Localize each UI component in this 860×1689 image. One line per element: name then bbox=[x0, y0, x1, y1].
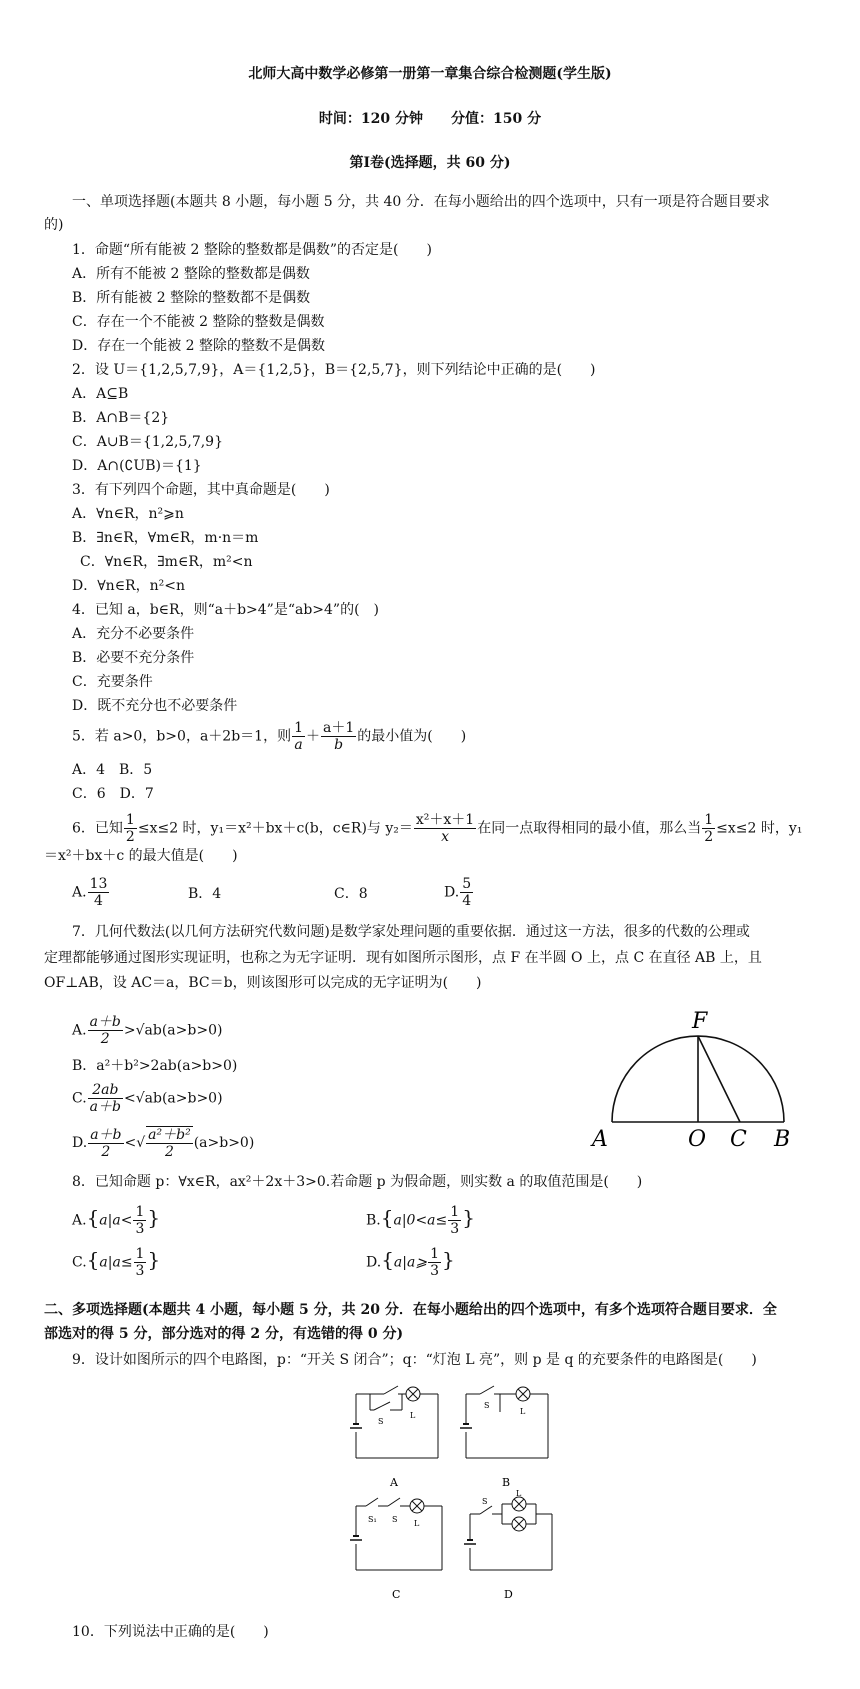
label-a: A bbox=[592, 1127, 608, 1152]
q6-option-d bbox=[444, 876, 474, 909]
q8-c-set: a|a≤ bbox=[99, 1254, 133, 1271]
q7-c-den: a＋b bbox=[89, 1099, 121, 1115]
section2-instructions: 二、多项选择题(本题共 4 小题，每小题 5 分，共 20 分．在每小题给出的四个选项中，有多个选项符合题目要求．全 bbox=[44, 1302, 777, 1318]
lamp-label: L bbox=[410, 1411, 416, 1420]
lamp-label: L bbox=[414, 1519, 420, 1528]
circuit-diagram-b bbox=[460, 1382, 556, 1490]
q8-b-set: a|0<a≤ bbox=[393, 1212, 448, 1229]
q6-text-4: ≤x≤2 时，y₁ bbox=[716, 820, 803, 837]
q8-d-label: D. bbox=[366, 1254, 382, 1271]
q8-a-den: 3 bbox=[135, 1221, 145, 1237]
q7-d-root-num: a²＋b² bbox=[148, 1127, 191, 1143]
q8-stem: 8．已知命题 p：∀x∈R，ax²＋2x＋3>0.若命题 p 为假命题，则实数 a 的取值范围是( ) bbox=[72, 1174, 643, 1190]
q3-option-d: D．∀n∈R，n²<n bbox=[72, 578, 185, 594]
q8-a-set: a|a< bbox=[99, 1212, 133, 1229]
q6-stem-line1 bbox=[72, 812, 802, 845]
parallel-switch bbox=[384, 1386, 398, 1394]
label-c: C bbox=[730, 1127, 747, 1152]
time-score-info: 时间：120 分钟 分值：150 分 bbox=[318, 111, 542, 127]
q8-c-den: 3 bbox=[135, 1263, 145, 1279]
q6-stem-line2: ＝x²＋bx＋c 的最大值是( ) bbox=[44, 848, 238, 864]
q5-frac2-den: b bbox=[334, 737, 344, 753]
q8-a-fraction bbox=[133, 1204, 146, 1237]
switch-s bbox=[480, 1386, 494, 1394]
q6-text-2: ≤x≤2 时，y₁＝x²＋bx＋c(b，c∈R)与 y₂＝ bbox=[137, 820, 413, 837]
q3-option-c: C．∀n∈R，∃m∈R，m²<n bbox=[80, 554, 253, 570]
q7-option-c bbox=[72, 1082, 223, 1115]
q3-option-b: B．∃n∈R，∀m∈R，m·n＝m bbox=[72, 530, 259, 546]
q7-stem-line2: 定理都能够通过图形实现证明，也称之为无字证明．现有如图所示图形，点 F 在半圆 O 上，点 C 在直径 AB 上，且 bbox=[44, 950, 762, 966]
q8-b-den: 3 bbox=[450, 1221, 460, 1237]
q1-stem: 1．命题“所有能被 2 整除的整数都是偶数”的否定是( ) bbox=[72, 242, 432, 258]
q8-option-d: D.{a|a⩾ $\frac{1}{3}$ } bbox=[366, 1246, 455, 1279]
q6-half-2 bbox=[702, 812, 715, 845]
q7-stem-line1: 7．几何代数法(以几何方法研究代数问题)是数学家处理问题的重要依据．通过这一方法，很多的代数的公理或 bbox=[72, 924, 750, 940]
q7-c-fraction bbox=[88, 1082, 123, 1115]
switch-s bbox=[388, 1498, 400, 1506]
q4-option-b: B．必要不充分条件 bbox=[72, 650, 195, 666]
label-b: B bbox=[774, 1127, 791, 1152]
q7-d-root-fraction bbox=[146, 1126, 193, 1160]
q6-y2-den: x bbox=[441, 829, 449, 845]
q6-y2-fraction bbox=[414, 812, 476, 845]
q8-option-a: A.{a|a< $\frac{1}{3}$ } bbox=[72, 1204, 161, 1237]
semicircle-figure bbox=[588, 998, 808, 1158]
q5-stem-post: 的最小值为( ) bbox=[357, 728, 467, 745]
q7-c-num: 2ab bbox=[88, 1082, 123, 1099]
q8-a-num: 1 bbox=[135, 1204, 145, 1220]
circuit-diagram-a bbox=[350, 1382, 446, 1490]
q8-c-num: 1 bbox=[135, 1246, 145, 1262]
q7-option-b: B．a²＋b²>2ab(a>b>0) bbox=[72, 1058, 238, 1074]
label-f: F bbox=[692, 1009, 708, 1034]
switch-label: S bbox=[482, 1497, 488, 1506]
circuit-diagram-d bbox=[464, 1490, 560, 1602]
q6-half2-den: 2 bbox=[704, 829, 714, 845]
circuit-label-d: D bbox=[504, 1588, 513, 1601]
q6-option-c: C．8 bbox=[334, 886, 368, 902]
switch-label: S bbox=[392, 1515, 398, 1524]
label-o: O bbox=[688, 1127, 707, 1152]
q8-b-label: B. bbox=[366, 1212, 381, 1229]
q6-y2-num: x²＋x＋1 bbox=[415, 812, 475, 828]
q6-half-den: 2 bbox=[125, 829, 135, 845]
q7-a-post: >√ab(a>b>0) bbox=[123, 1022, 223, 1039]
section2-instructions-cont: 部选对的得 5 分，部分选对的得 2 分，有选错的得 0 分) bbox=[44, 1326, 404, 1342]
q8-b-num: 1 bbox=[450, 1204, 460, 1220]
q8-b-fraction bbox=[448, 1204, 461, 1237]
q4-option-c: C．充要条件 bbox=[72, 674, 153, 690]
section1-instructions: 一、单项选择题(本题共 8 小题，每小题 5 分，共 40 分．在每小题给出的四个选项中，只有一项是符合题目要求 bbox=[72, 194, 770, 210]
q5-frac1-den: a bbox=[294, 737, 303, 753]
q3-stem: 3．有下列四个命题，其中真命题是( ) bbox=[72, 482, 330, 498]
q7-d-num: a＋b bbox=[90, 1126, 122, 1143]
switch-s1 bbox=[366, 1498, 378, 1506]
q8-d-den: 3 bbox=[430, 1263, 439, 1279]
q7-option-a bbox=[72, 1014, 222, 1047]
q8-d-set: a|a⩾ bbox=[393, 1254, 428, 1271]
q5-frac1-num: 1 bbox=[294, 720, 303, 736]
q10-stem: 10．下列说法中正确的是( ) bbox=[72, 1624, 269, 1640]
q7-d-fraction bbox=[88, 1127, 123, 1160]
q6-d-fraction bbox=[460, 876, 473, 909]
q7-a-num: a＋b bbox=[89, 1014, 121, 1030]
q6-a-den: 4 bbox=[94, 893, 103, 909]
q6-a-label: A. bbox=[72, 884, 87, 901]
q7-d-root-den: 2 bbox=[164, 1144, 174, 1160]
q6-option-a bbox=[72, 876, 110, 909]
circuit-label-c: C bbox=[392, 1588, 401, 1601]
q5-stem bbox=[72, 720, 466, 753]
q6-half-1 bbox=[124, 812, 137, 845]
q6-d-num: 5 bbox=[462, 876, 472, 892]
q5-fraction-1 bbox=[292, 720, 305, 753]
q2-option-a: A．A⊆B bbox=[72, 386, 129, 402]
q7-c-label: C. bbox=[72, 1090, 87, 1107]
q4-stem: 4．已知 a，b∈R，则“a＋b>4”是“ab>4”的( ) bbox=[72, 602, 380, 618]
q9-stem: 9．设计如图所示的四个电路图，p：“开关 S 闭合”；q：“灯泡 L 亮”，则 p 是 q 的充要条件的电路图是( ) bbox=[72, 1352, 757, 1368]
q7-a-fraction bbox=[88, 1014, 123, 1047]
q1-option-b: B．所有能被 2 整除的整数都不是偶数 bbox=[72, 290, 311, 306]
circuit-label-b: B bbox=[502, 1476, 511, 1489]
q6-d-label: D. bbox=[444, 884, 460, 901]
q8-option-c: C.{a|a≤ $\frac{1}{3}$ } bbox=[72, 1246, 161, 1279]
lamp-label: L bbox=[520, 1407, 526, 1416]
q8-c-label: C. bbox=[72, 1254, 87, 1271]
q5-frac2-num: a＋1 bbox=[323, 720, 355, 736]
q5-fraction-2 bbox=[321, 720, 356, 753]
q8-a-label: A. bbox=[72, 1212, 87, 1229]
q1-option-d: D．存在一个能被 2 整除的整数不是偶数 bbox=[72, 338, 326, 354]
q8-c-fraction bbox=[134, 1246, 147, 1279]
q6-half-num: 1 bbox=[125, 812, 135, 828]
q7-c-post: <√ab(a>b>0) bbox=[123, 1090, 223, 1107]
switch-label: S bbox=[484, 1401, 490, 1410]
q2-option-c: C．A∪B＝{1,2,5,7,9} bbox=[72, 434, 223, 450]
q5-options-ab: A．4 B．5 bbox=[72, 762, 153, 778]
q5-options-cd: C．6 D．7 bbox=[72, 786, 154, 802]
q5-plus: ＋ bbox=[306, 728, 320, 745]
document-title: 北师大高中数学必修第一册第一章集合综合检测题(学生版) bbox=[248, 66, 612, 82]
switch-label: S bbox=[378, 1417, 384, 1426]
q4-option-a: A．充分不必要条件 bbox=[72, 626, 195, 642]
q7-d-post: (a>b>0) bbox=[193, 1135, 255, 1151]
q7-d-den: 2 bbox=[101, 1143, 111, 1160]
section1-instructions-cont: 的) bbox=[44, 217, 64, 233]
q6-option-b: B．4 bbox=[188, 886, 222, 902]
q6-text-3: 在同一点取得相同的最小值，那么当 bbox=[477, 820, 702, 837]
q7-a-den: 2 bbox=[100, 1031, 110, 1047]
switch1-label: S₁ bbox=[368, 1515, 377, 1524]
q8-d-num: 1 bbox=[430, 1246, 439, 1262]
q7-d-label: D. bbox=[72, 1135, 88, 1151]
q4-option-d: D．既不充分也不必要条件 bbox=[72, 698, 238, 714]
q6-d-den: 4 bbox=[462, 893, 472, 909]
q7-stem-line3: OF⊥AB，设 AC＝a，BC＝b，则该图形可以完成的无字证明为( ) bbox=[44, 975, 482, 991]
q6-a-num: 13 bbox=[89, 876, 108, 892]
switch-s bbox=[374, 1402, 390, 1410]
q8-option-b: B.{a|0<a≤ $\frac{1}{3}$ } bbox=[366, 1204, 475, 1237]
q7-d-mid: <√ bbox=[124, 1135, 146, 1151]
q7-option-d bbox=[72, 1126, 254, 1160]
q2-stem: 2．设 U＝{1,2,5,7,9}，A＝{1,2,5}，B＝{2,5,7}，则下列结论中正确的是( ) bbox=[72, 362, 596, 378]
q5-stem-pre: 5．若 a>0，b>0，a＋2b＝1，则 bbox=[72, 728, 292, 745]
q3-option-a: A．∀n∈R，n²⩾n bbox=[72, 506, 184, 522]
part-title: 第Ⅰ卷(选择题，共 60 分) bbox=[349, 155, 511, 171]
circuit-diagram-c bbox=[350, 1494, 450, 1602]
q6-a-fraction bbox=[88, 876, 110, 909]
switch-s bbox=[480, 1506, 492, 1514]
q8-d-fraction bbox=[428, 1246, 441, 1279]
q2-option-d: D．A∩(∁UB)＝{1} bbox=[72, 458, 202, 474]
q1-option-c: C．存在一个不能被 2 整除的整数是偶数 bbox=[72, 314, 325, 330]
q7-a-label: A. bbox=[72, 1022, 87, 1039]
q2-option-b: B．A∩B＝{2} bbox=[72, 410, 170, 426]
lamp-label: L bbox=[516, 1490, 522, 1498]
q6-half2-num: 1 bbox=[704, 812, 714, 828]
q6-text-1: 6．已知 bbox=[72, 820, 123, 837]
circuit-label-a: A bbox=[390, 1476, 398, 1489]
q1-option-a: A．所有不能被 2 整除的整数都是偶数 bbox=[72, 266, 310, 282]
